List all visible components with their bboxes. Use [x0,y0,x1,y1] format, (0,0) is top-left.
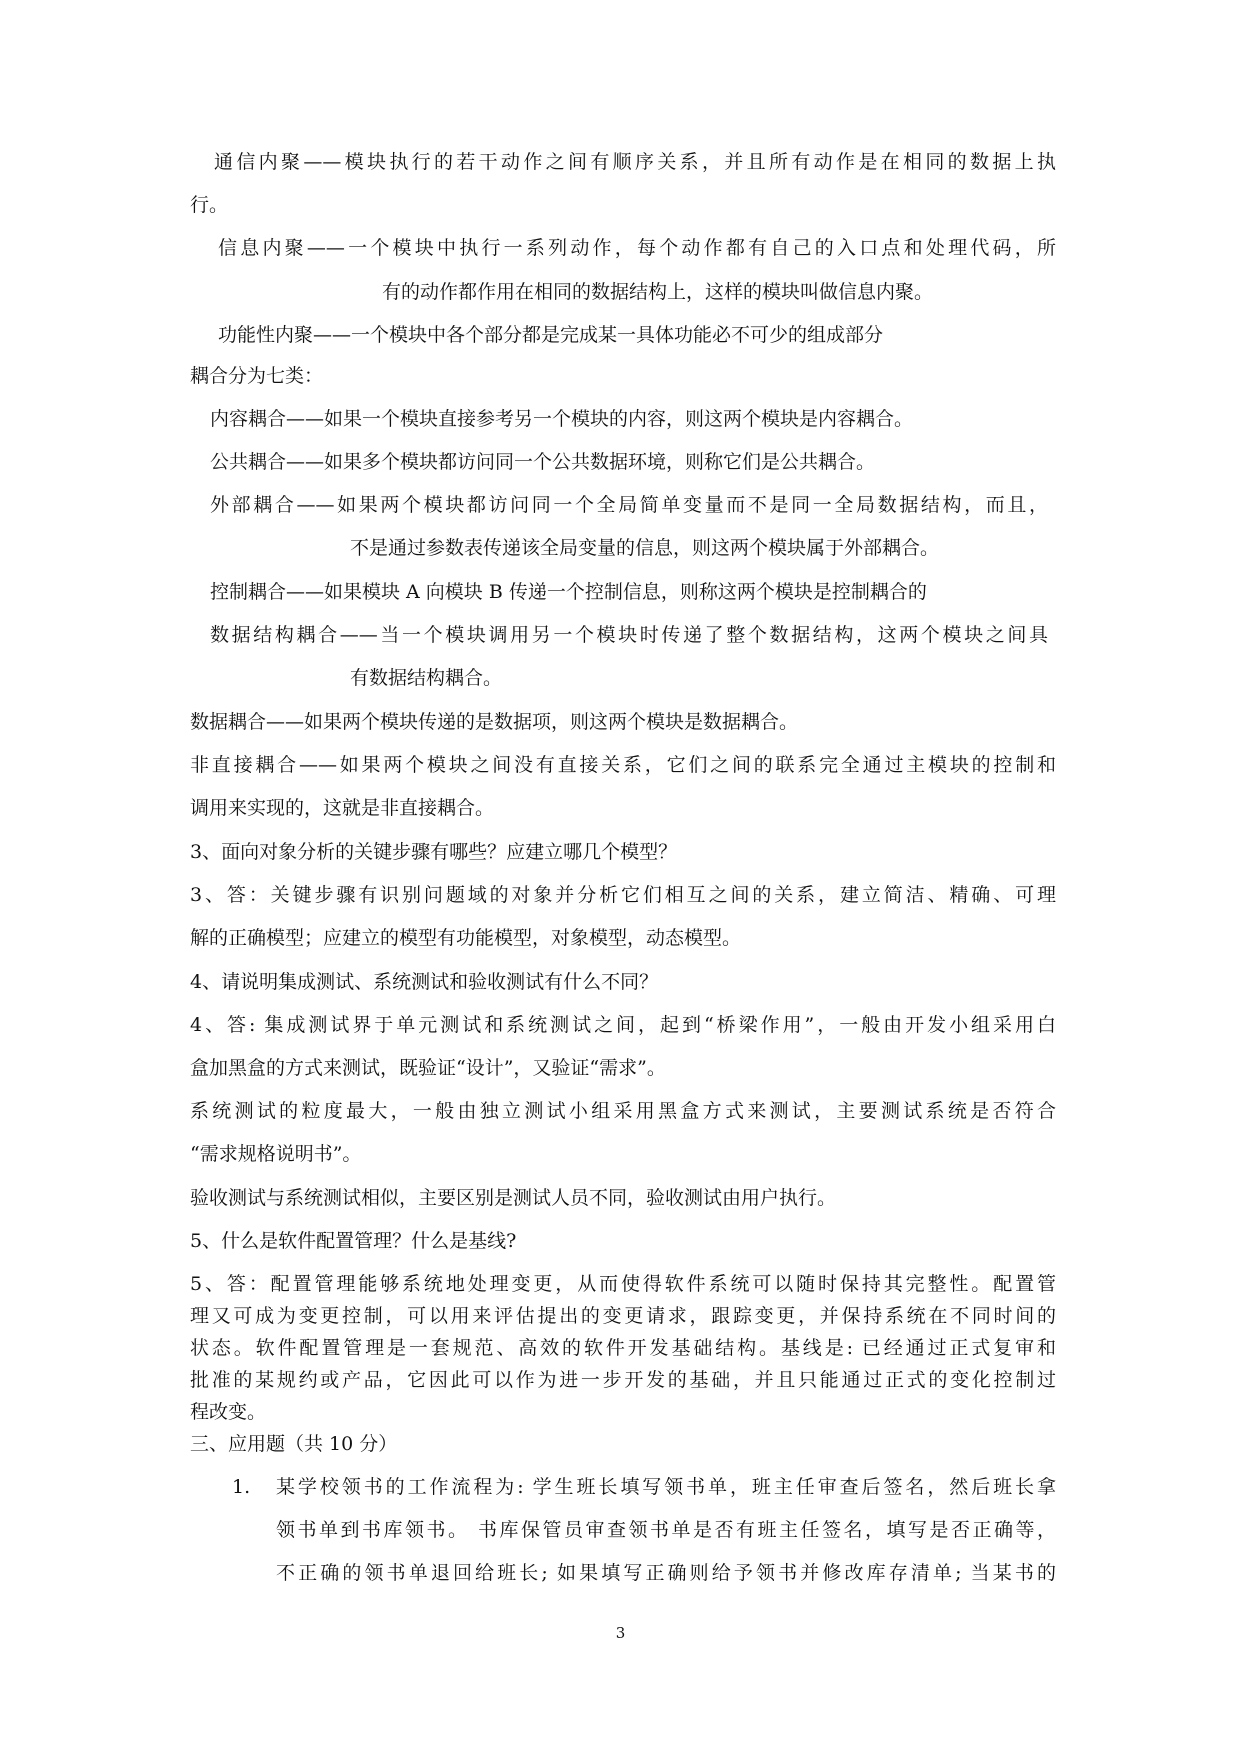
text-line: 外部耦合——如果两个模块都访问同一个全局简单变量而不是同一全局数据结构，而且， [210,494,1048,516]
text-line: 不是通过参数表传递该全局变量的信息，则这两个模块属于外部耦合。 [350,537,940,559]
text-line: 调用来实现的，这就是非直接耦合。 [190,797,495,819]
text-line: 信息内聚——一个模块中执行一系列动作，每个动作都有自己的入口点和处理代码，所 [218,237,1056,259]
answer-line: 系统测试的粒度最大，一般由独立测试小组采用黑盒方式来测试，主要测试系统是否符合 [190,1100,1056,1122]
list-number: 1. [232,1476,251,1498]
answer-line: 解的正确模型；应建立的模型有功能模型，对象模型，动态模型。 [190,927,742,949]
text-line: 有的动作都作用在相同的数据结构上，这样的模块叫做信息内聚。 [382,281,934,303]
answer-line: 3、答：关键步骤有识别问题域的对象并分析它们相互之间的关系，建立简洁、精确、可理 [190,884,1056,906]
question-heading: 3、面向对象分析的关键步骤有哪些？应建立哪几个模型？ [190,841,678,863]
text-line: 数据结构耦合——当一个模块调用另一个模块时传递了整个数据结构，这两个模块之间具 [210,624,1048,646]
answer-line: 4、答: 集成测试界于单元测试和系统测试之间，起到“桥梁作用”，一般由开发小组采用白 [190,1014,1056,1036]
list-item-line: 不正确的领书单退回给班长; 如果填写正确则给予领书并修改库存清单; 当某书的 [276,1562,1056,1584]
text-line: 内容耦合——如果一个模块直接参考另一个模块的内容，则这两个模块是内容耦合。 [210,408,914,430]
page-number: 3 [615,1624,626,1642]
answer-line: 批准的某规约或产品，它因此可以作为进一步开发的基础，并且只能通过正式的变化控制过 [190,1369,1056,1391]
answer-line: 验收测试与系统测试相似，主要区别是测试人员不同，验收测试由用户执行。 [190,1187,837,1209]
text-line: 耦合分为七类： [190,365,324,387]
text-line: 通信内聚——模块执行的若干动作之间有顺序关系，并且所有动作是在相同的数据上执 [214,151,1056,173]
answer-line: 盒加黑盒的方式来测试，既验证“设计”，又验证“需求”。 [190,1057,666,1079]
section-heading: 三、应用题（共 10 分） [190,1433,398,1455]
text-line: 有数据结构耦合。 [350,667,503,689]
list-item-line: 某学校领书的工作流程为: 学生班长填写领书单，班主任审查后签名，然后班长拿 [276,1476,1056,1498]
answer-line: 5、答：配置管理能够系统地处理变更，从而使得软件系统可以随时保持其完整性。配置管 [190,1273,1056,1295]
text-line: 控制耦合——如果模块 A 向模块 B 传递一个控制信息，则称这两个模块是控制耦合的 [210,581,927,603]
text-line: 功能性内聚——一个模块中各个部分都是完成某一具体功能必不可少的组成部分 [218,324,884,346]
answer-line: 程改变。 [190,1401,267,1423]
answer-line: 理又可成为变更控制，可以用来评估提出的变更请求，跟踪变更，并保持系统在不同时间的 [190,1305,1056,1327]
answer-line: “需求规格说明书”。 [190,1143,362,1165]
question-heading: 4、请说明集成测试、系统测试和验收测试有什么不同？ [190,971,659,993]
list-item-line: 领书单到书库领书。 书库保管员审查领书单是否有班主任签名，填写是否正确等， [276,1519,1056,1541]
text-line: 非直接耦合——如果两个模块之间没有直接关系，它们之间的联系完全通过主模块的控制和 [190,754,1056,776]
text-line: 公共耦合——如果多个模块都访问同一个公共数据环境，则称它们是公共耦合。 [210,451,876,473]
question-heading: 5、什么是软件配置管理？什么是基线? [190,1230,517,1252]
text-line: 行。 [190,194,229,216]
text-line: 数据耦合——如果两个模块传递的是数据项，则这两个模块是数据耦合。 [190,711,799,733]
answer-line: 状态。软件配置管理是一套规范、高效的软件开发基础结构。基线是: 已经通过正式复审和 [190,1337,1056,1359]
